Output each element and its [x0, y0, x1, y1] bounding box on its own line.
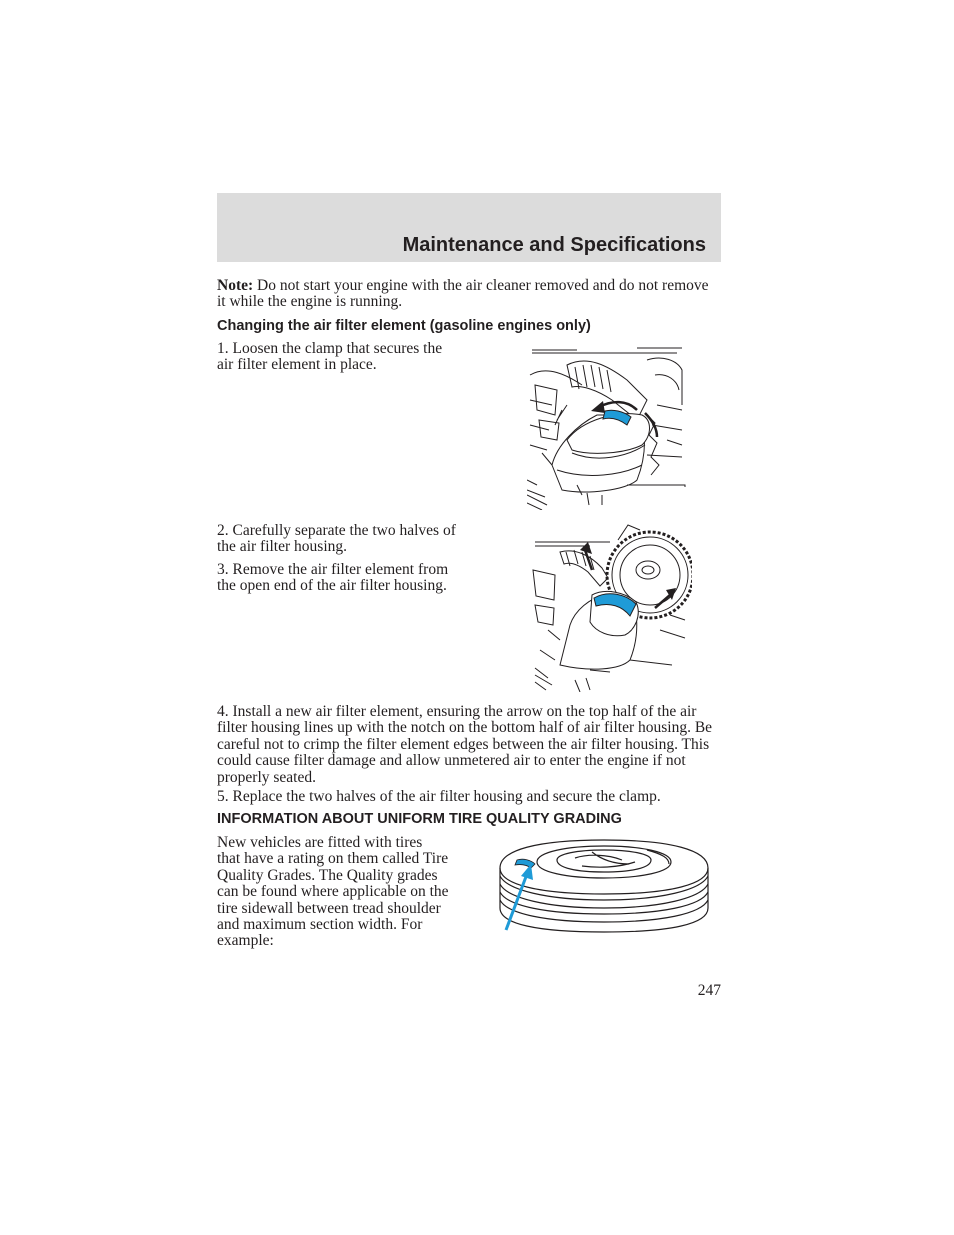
section-heading-air-filter: Changing the air filter element (gasoline engines only): [217, 318, 591, 334]
step-5: 5. Replace the two halves of the air filter housing and secure the clamp.: [217, 788, 661, 805]
section-heading-tire-grading: INFORMATION ABOUT UNIFORM TIRE QUALITY GRADING: [217, 811, 622, 827]
note-text: Do not start your engine with the air cleaner removed and do not remove it while the engine is running.: [217, 277, 709, 311]
step-1: 1. Loosen the clamp that secures the air filter element in place.: [217, 340, 443, 374]
step-2: 2. Carefully separate the two halves of the air filter housing.: [217, 522, 456, 556]
page-number: 247: [697, 982, 721, 999]
note-paragraph: [217, 278, 721, 311]
air-filter-clamp-illustration: [527, 345, 687, 510]
header-band: [217, 193, 721, 262]
tire-grading-paragraph: New vehicles are fitted with tires that have a rating on them called Tire Quality Grades. The Quality grades can be found where applicable on the tire sidewall between tread shoulder and maximum section width. For example:: [217, 834, 449, 950]
step-3: 3. Remove the air filter element from the open end of the air filter housing.: [217, 561, 449, 595]
note-label: Note:: [217, 277, 254, 294]
step-4: 4. Install a new air filter element, ensuring the arrow on the top half of the air filter housing lines up with the notch on the bottom half of air filter housing. Be careful not to crimp the filter element edges between the air filter housing. This could cause filter damage and allow unmetered air to enter the engine if not properly seated.: [217, 703, 713, 786]
page-title: Maintenance and Specifications: [402, 234, 706, 256]
air-filter-housing-open-illustration: [530, 520, 692, 692]
tire-sidewall-illustration: [497, 838, 711, 934]
